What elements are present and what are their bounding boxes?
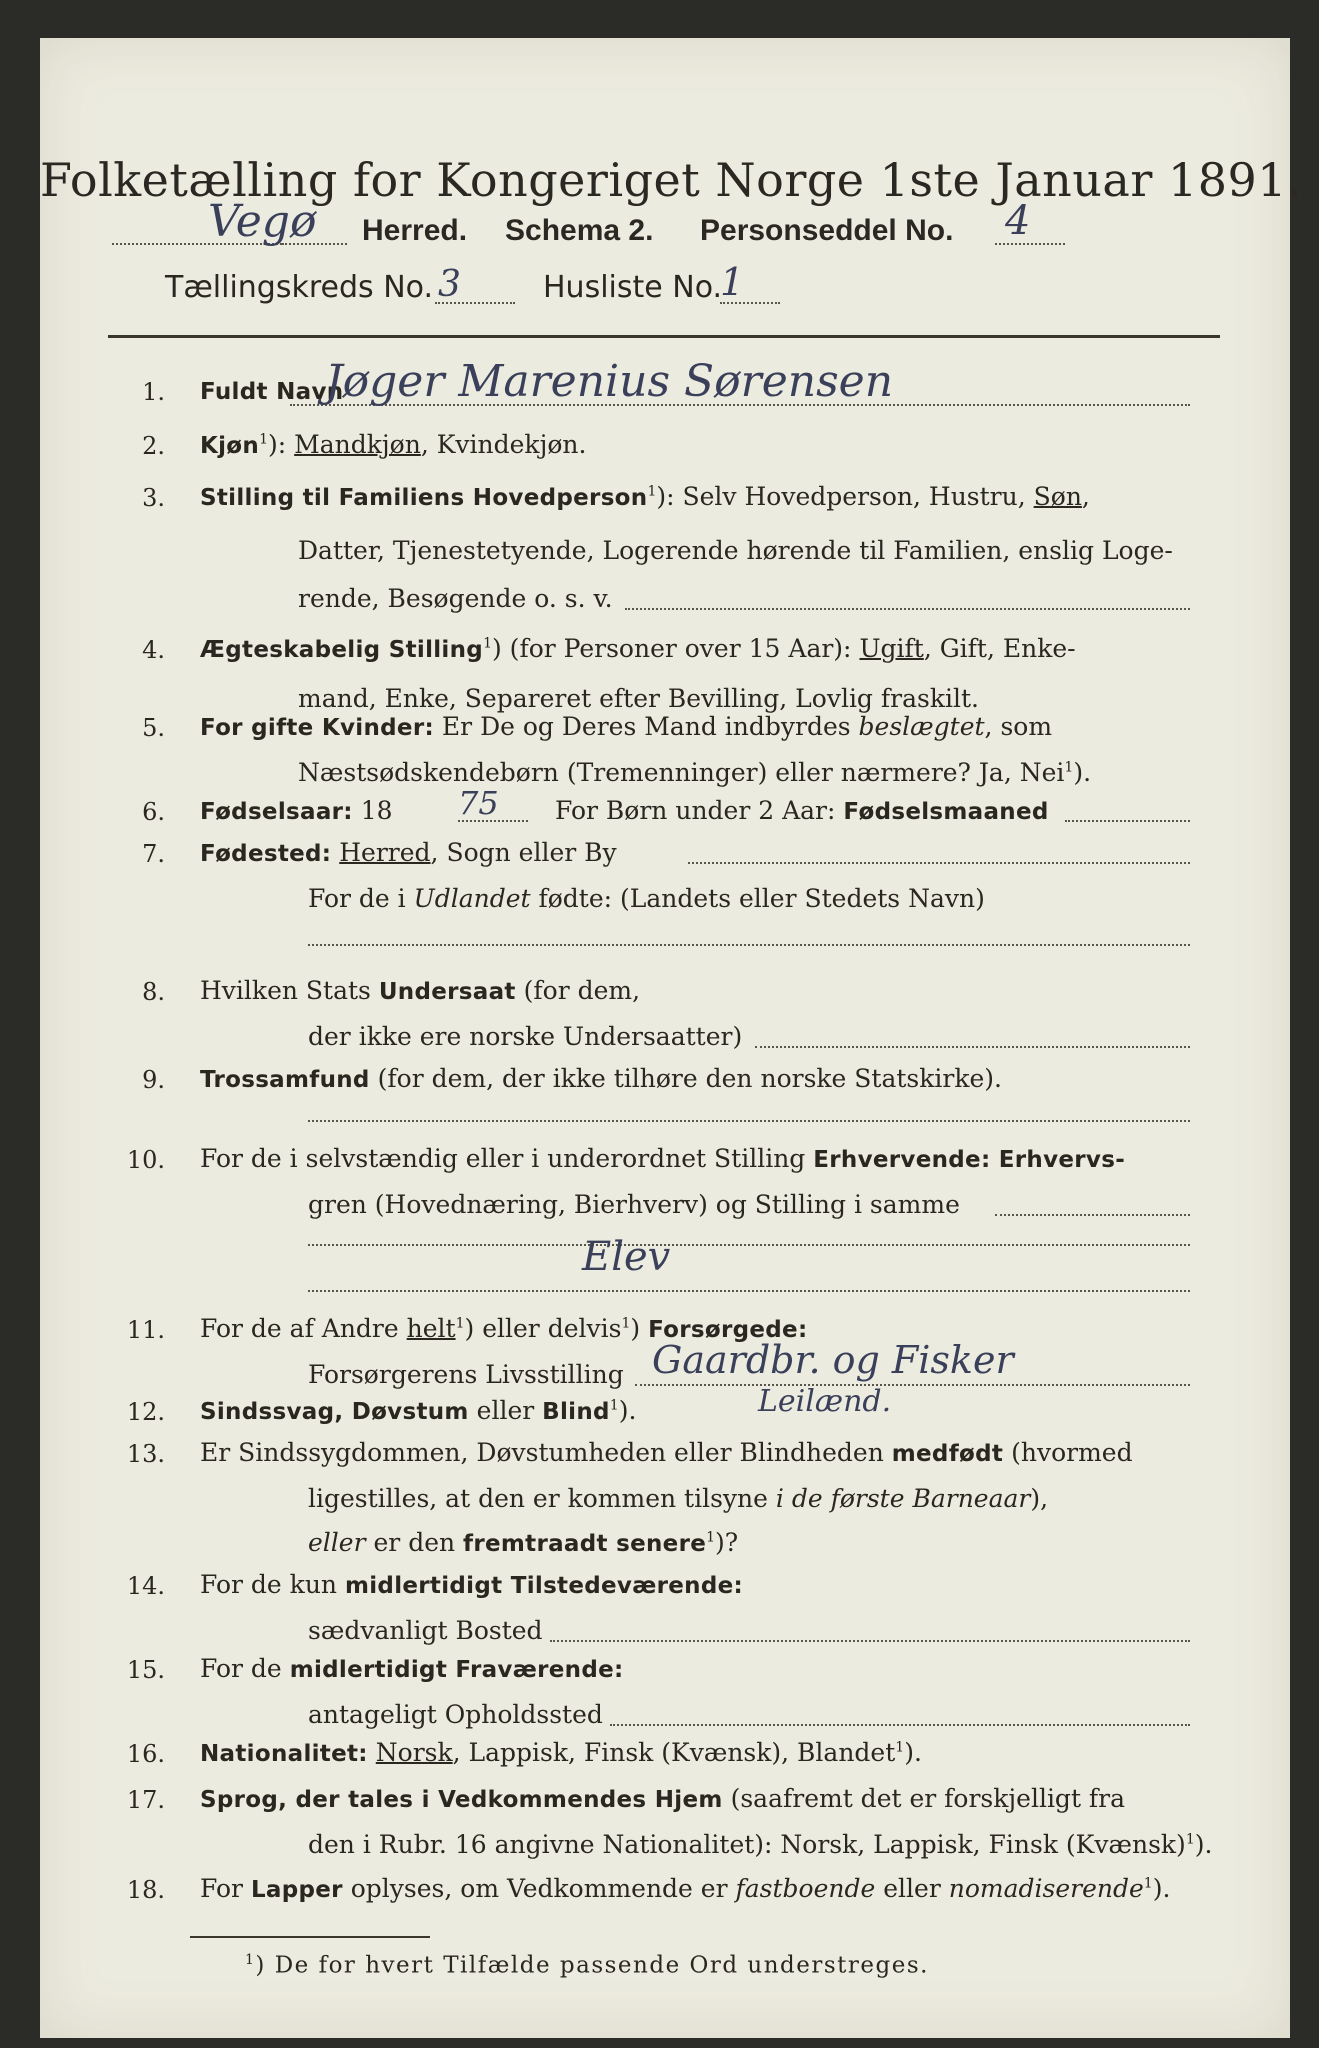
disability-origin-line2: ligestilles, at den er kommen tilsyne i de første Barneaar), [308, 1484, 1049, 1513]
item-number: 3. [142, 484, 165, 512]
item-number: 7. [142, 840, 165, 868]
birth-year-value: 75 [458, 784, 499, 822]
birthplace-line2: For de i Udlandet fødte: (Landets eller Stedets Navn) [308, 884, 985, 913]
personseddel-label: Personseddel No. [700, 214, 954, 247]
marital-selected: Ugift [859, 634, 924, 663]
nationality-subject-line: Hvilken Stats Undersaat (for dem, [200, 976, 641, 1005]
nationality-line: Nationalitet: Norsk, Lappisk, Finsk (Kvænsk), Blandet$^1$). [200, 1738, 922, 1767]
birth-month-line: For Børn under 2 Aar: Fødselsmaaned [555, 796, 1049, 825]
religion-line: Trossamfund (for dem, der ikke tilhøre den norske Statskirke). [200, 1064, 1002, 1093]
language-line2: den i Rubr. 16 angivne Nationalitet): Norsk, Lappisk, Finsk (Kvænsk)$^1$). [308, 1830, 1213, 1859]
married-women-line2: Næstsødskendebørn (Tremenninger) eller nærmere? Ja, Nei$^1$). [298, 758, 1092, 787]
lapps-line: For Lapper oplyses, om Vedkommende er fastboende eller nomadiserende$^1$). [200, 1874, 1171, 1903]
provider-occupation-value: Gaardbr. og Fisker [652, 1338, 1014, 1382]
marital-status-line: Ægteskabelig Stilling$^1$) (for Personer over 15 Aar): Ugift, Gift, Enke- [200, 634, 1076, 663]
footnote-rule [190, 1936, 430, 1938]
disability-line: Sindssvag, Døvstum eller Blind$^1$). [200, 1396, 637, 1425]
full-name-value: Jøger Marenius Sørensen [325, 356, 894, 407]
nationality-selected: Norsk [375, 1738, 453, 1767]
item-number: 11. [126, 1316, 165, 1344]
item-number: 18. [126, 1876, 165, 1904]
personseddel-value: 4 [1005, 198, 1031, 244]
item-number: 16. [126, 1740, 165, 1768]
item-number: 13. [126, 1440, 165, 1468]
full-name-label: Fuldt Navn [200, 379, 344, 405]
item-number: 8. [142, 978, 165, 1006]
birthplace-selected: Herred [339, 838, 431, 867]
herred-label: Herred. [362, 214, 468, 247]
item-number: 15. [126, 1656, 165, 1684]
occupation-line2: gren (Hovednæring, Bierhverv) og Stilling i samme [308, 1190, 960, 1219]
provider-occupation-label: Forsørgerens Livsstilling [308, 1360, 624, 1389]
occupation-line: For de i selvstændig eller i underordnet Stilling Erhvervende: Erhvervs- [200, 1144, 1126, 1173]
census-form-sheet [40, 38, 1303, 2038]
item-number: 17. [126, 1786, 165, 1814]
temporary-present-line: For de kun midlertidigt Tilstedeværende: [200, 1570, 743, 1599]
provider-occupation-value2: Leilænd. [758, 1384, 892, 1419]
occupation-value: Elev [582, 1234, 671, 1280]
item-number: 9. [142, 1066, 165, 1094]
form-title: Folketælling for Kongeriget Norge 1ste Januar 1891. [40, 153, 1303, 207]
language-line: Sprog, der tales i Vedkommendes Hjem (saafremt det er forskjelligt fra [200, 1784, 1126, 1813]
nationality-subject-line2: der ikke ere norske Undersaatter) [308, 1022, 743, 1051]
item-number: 1. [142, 378, 165, 406]
husliste-label: Husliste No. [543, 270, 723, 305]
header-rule [108, 335, 1220, 338]
item-number: 4. [142, 636, 165, 664]
item-number: 6. [142, 798, 165, 826]
disability-origin-line: Er Sindssygdommen, Døvstumheden eller Blindheden medfødt (hvormed [200, 1438, 1133, 1467]
family-position-line2: Datter, Tjenestetyende, Logerende hørende til Familien, enslig Loge- [298, 536, 1173, 565]
item-number: 5. [142, 714, 165, 742]
item-number: 14. [126, 1572, 165, 1600]
temporary-absent-line: For de midlertidigt Fraværende: [200, 1654, 624, 1683]
husliste-value: 1 [720, 260, 745, 304]
dependents-line: For de af Andre helt$^1$) eller delvis$^1$) Forsørgede: [200, 1314, 808, 1343]
footnote: $^1$) De for hvert Tilfælde passende Ord understreges. [245, 1952, 929, 1979]
item-number: 2. [142, 432, 165, 460]
disability-origin-line3: eller er den fremtraadt senere$^1$)? [308, 1528, 739, 1557]
family-position-line3: rende, Besøgende o. s. v. [298, 584, 613, 613]
kreds-value: 3 [438, 264, 461, 305]
marital-status-line2: mand, Enke, Separeret efter Bevilling, Lovlig fraskilt. [298, 684, 979, 713]
probable-residence-label: antageligt Opholdssted [308, 1700, 603, 1729]
family-position-line: Stilling til Familiens Hovedperson$^1$): Selv Hovedperson, Hustru, Søn, [200, 482, 1090, 511]
dependents-selected: helt [406, 1314, 456, 1343]
married-women-line: For gifte Kvinder: Er De og Deres Mand indbyrdes beslægtet, som [200, 712, 1053, 741]
birth-year-line: Fødselsaar: 18 [200, 796, 393, 825]
sex-line: Kjøn$^1$): Mandkjøn, Kvindekjøn. [200, 430, 587, 459]
sex-selected: Mandkjøn [294, 430, 421, 459]
usual-residence-label: sædvanligt Bosted [308, 1616, 543, 1645]
herred-value: Vegø [208, 196, 317, 247]
family-position-selected: Søn [1033, 482, 1082, 511]
kreds-label: Tællingskreds No. [165, 270, 433, 305]
schema-label: Schema 2. [505, 214, 654, 247]
birthplace-line: Fødested: Herred, Sogn eller By [200, 838, 617, 867]
item-number: 10. [126, 1146, 165, 1174]
item-number: 12. [126, 1398, 165, 1426]
